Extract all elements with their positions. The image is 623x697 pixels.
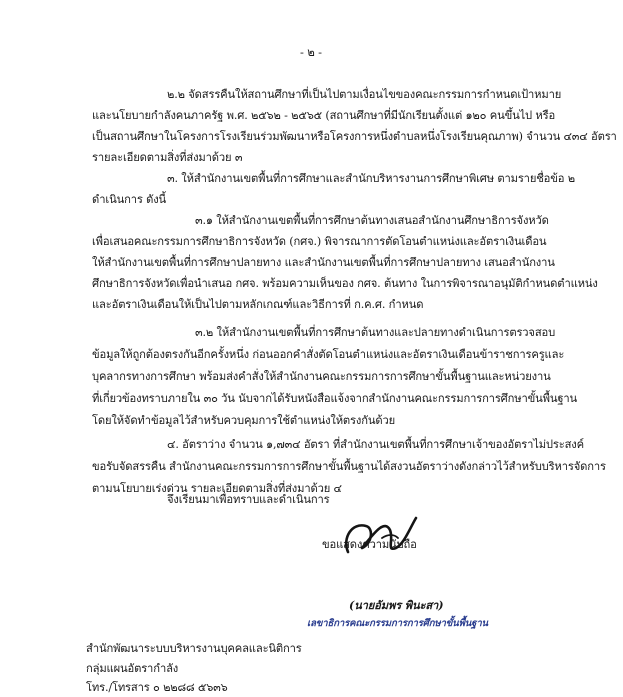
para-3-2-line-3: บุคลากรทางการศึกษา พร้อมส่งคำสั่งให้สำนักงานคณะกรรมการการศึกษาขั้นพื้นฐานและหน่วยงาน xyxy=(92,370,551,383)
salutation: ขอแสดงความนับถือ xyxy=(322,538,417,551)
signatory-name: (นายอัมพร พินะสา) xyxy=(349,598,444,612)
para-2-2-line-4: รายละเอียดตามสิ่งที่ส่งมาด้วย ๓ xyxy=(92,151,243,164)
signatory-title: เลขาธิการคณะกรรมการการศึกษาขั้นพื้นฐาน xyxy=(307,618,488,629)
para-3-line-1: ๓. ให้สำนักงานเขตพื้นที่การศึกษาและสำนักบริหารงานการศึกษาพิเศษ ตามรายชื่อข้อ ๒ xyxy=(167,172,575,185)
para-3-line-2: ดำเนินการ ดังนี้ xyxy=(92,193,167,206)
handwritten-signature xyxy=(338,508,426,564)
para-3-2-line-5: โดยให้จัดทำข้อมูลไว้สำหรับควบคุมการใช้ตำแหน่งให้ตรงกันด้วย xyxy=(92,414,395,427)
para-2-2-line-2: และนโยบายกำลังคนภาครัฐ พ.ศ. ๒๕๖๒ - ๒๕๖๕ (สถานศึกษาที่มีนักเรียนตั้งแต่ ๑๒๐ คนขึ้นไป หรือ xyxy=(92,109,556,122)
para-4-line-3: ตามนโยบายเร่งด่วน รายละเอียดตามสิ่งที่ส่งมาด้วย ๔ xyxy=(92,482,342,495)
para-3-1-line-1: ๓.๑ ให้สำนักงานเขตพื้นที่การศึกษาต้นทางเสนอสำนักงานศึกษาธิการจังหวัด xyxy=(195,214,549,227)
closing-line: จึงเรียนมาเพื่อทราบและดำเนินการ xyxy=(167,493,330,506)
para-2-2-line-1: ๒.๒ จัดสรรคืนให้สถานศึกษาที่เป็นไปตามเงื่อนไขของคณะกรรมการกำหนดเป้าหมาย xyxy=(167,88,562,101)
para-3-1-line-4: ศึกษาธิการจังหวัดเพื่อนำเสนอ กศจ. พร้อมความเห็นของ กศจ. ต้นทาง ในการพิจารณาอนุมัติกำหนดตำแหน่ง xyxy=(92,277,598,290)
para-2-2-line-3: เป็นสถานศึกษาในโครงการโรงเรียนร่วมพัฒนาหรือโครงการหนึ่งตำบลหนึ่งโรงเรียนคุณภาพ) จำนวน ๔๓๔ อัตรา xyxy=(92,130,617,143)
para-3-2-line-1: ๓.๒ ให้สำนักงานเขตพื้นที่การศึกษาต้นทางและปลายทางดำเนินการตรวจสอบ xyxy=(195,326,556,339)
para-3-1-line-2: เพื่อเสนอคณะกรรมการศึกษาธิการจังหวัด (กศจ.) พิจารณาการตัดโอนตำแหน่งและอัตราเงินเดือน xyxy=(92,235,547,248)
para-3-2-line-2: ข้อมูลให้ถูกต้องตรงกันอีกครั้งหนึ่ง ก่อนออกคำสั่งตัดโอนตำแหน่งและอัตราเงินเดือนข้าราชการครูและ xyxy=(92,348,565,361)
footer-phone: โทร./โทรสาร ๐ ๒๒๘๘ ๕๖๓๖ xyxy=(86,681,228,694)
para-3-2-line-4: ที่เกี่ยวข้องทราบภายใน ๓๐ วัน นับจากได้รับหนังสือแจ้งจากสำนักงานคณะกรรมการการศึกษาขั้นพื้นฐาน xyxy=(92,392,577,405)
page-number: - ๒ - xyxy=(300,45,322,59)
footer-group: กลุ่มแผนอัตรากำลัง xyxy=(86,662,179,675)
footer-office: สำนักพัฒนาระบบบริหารงานบุคคลและนิติการ xyxy=(86,642,302,655)
para-4-line-2: ขอรับจัดสรรคืน สำนักงานคณะกรรมการการศึกษาขั้นพื้นฐานได้สงวนอัตราว่างดังกล่าวไว้สำหรับบริหารจัดการ xyxy=(92,460,606,473)
para-4-line-1: ๔. อัตราว่าง จำนวน ๑,๗๓๔ อัตรา ที่สำนักงานเขตพื้นที่การศึกษาเจ้าของอัตราไม่ประสงค์ xyxy=(167,438,584,451)
para-3-1-line-5: และอัตราเงินเดือนให้เป็นไปตามหลักเกณฑ์และวิธีการที่ ก.ค.ศ. กำหนด xyxy=(92,298,424,311)
para-3-1-line-3: ให้สำนักงานเขตพื้นที่การศึกษาปลายทาง และสำนักงานเขตพื้นที่การศึกษาปลายทาง เสนอสำนักงาน xyxy=(92,256,555,269)
